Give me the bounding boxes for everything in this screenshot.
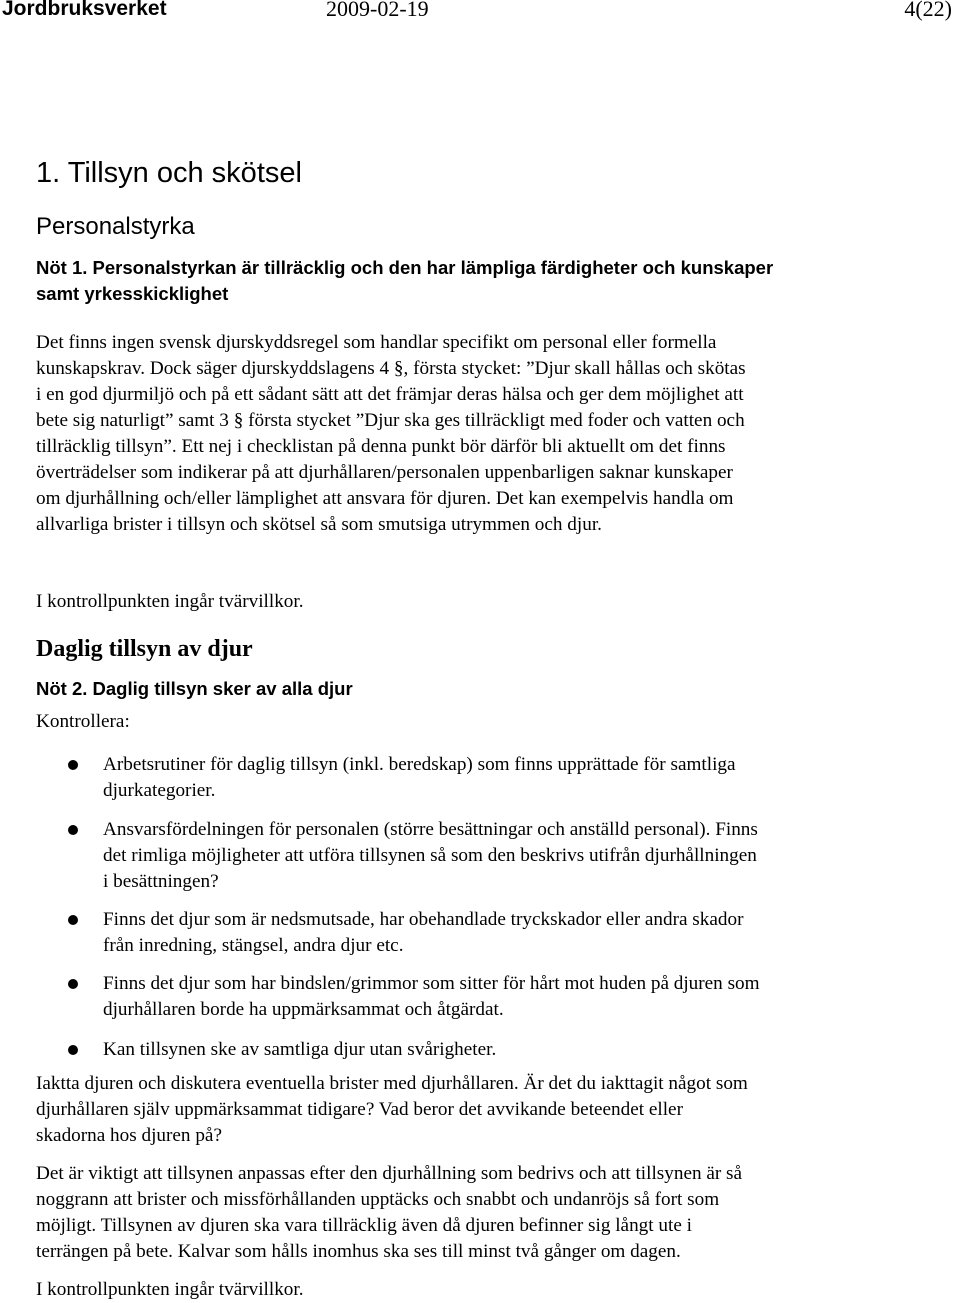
header-page-number: 4(22) (904, 0, 952, 21)
subsection-title-daglig-tillsyn: Daglig tillsyn av djur (36, 636, 253, 662)
paragraph-tillsyn: Det är viktigt att tillsynen anpassas efter den djurhållning som bedrivs och att tillsynen är så noggrann att brister och missförhållanden upptäcks och snabbt och undanröjs så fort som möjligt. Tillsynen av djuren ska vara tillräcklig även då djuren befinner sig långt ute i terrängen på bete. Kalvar som hålls inomhus ska ses till minst två gånger om dagen. (36, 1163, 743, 1262)
bullet-icon (68, 1045, 78, 1055)
control-item-not-1 (36, 255, 936, 307)
header-organization: Jordbruksverket (2, 0, 167, 20)
paragraph-iaktta: Iaktta djuren och diskutera eventuella brister med djurhållaren. Är det du iakttagit något som djurhållaren själv uppmärksammat tidigare? Vad beror det avvikande beteendet eller skadorna hos djuren på? (36, 1073, 748, 1146)
section-title: 1. Tillsyn och skötsel (36, 157, 302, 189)
bullet-icon (68, 979, 78, 989)
paragraph-line: Det finns ingen svensk djurskyddsregel som handlar specifikt om personal eller formella (36, 332, 717, 353)
cross-compliance-note: I kontrollpunkten ingår tvärvillkor. (36, 591, 304, 612)
paragraph-line: om djurhållning och/eller lämplighet att ansvara för djuren. Det kan exempelvis handla om (36, 488, 734, 509)
control-item-line: Nöt 1. Personalstyrkan är tillräcklig och den har lämpliga färdigheter och kunskaper (36, 257, 774, 278)
list-item: Arbetsrutiner för daglig tillsyn (inkl. beredskap) som finns upprättade för samtliga djurkategorier. (103, 754, 736, 801)
paragraph-line: bete sig naturligt” samt 3 § första stycket ”Djur ska ges tillräckligt med foder och vatten och (36, 410, 745, 431)
cross-compliance-note: I kontrollpunkten ingår tvärvillkor. (36, 1279, 304, 1300)
paragraph-line: överträdelser som indikerar på att djurhållaren/personalen uppenbarligen saknar kunskaper (36, 462, 733, 483)
paragraph-line: tillräcklig tillsyn”. Ett nej i checklistan på denna punkt bör därför bli aktuellt om det finns (36, 436, 726, 457)
header-date: 2009-02-19 (326, 0, 429, 21)
paragraph-line: i en god djurmiljö och på ett sådant sätt att det främjar deras hälsa och ger dem möjlighet att (36, 384, 744, 405)
list-item: Finns det djur som är nedsmutsade, har obehandlade tryckskador eller andra skador från inredning, stängsel, andra djur etc. (103, 909, 744, 956)
paragraph-line: allvarliga brister i tillsyn och skötsel så som smutsiga utrymmen och djur. (36, 514, 602, 535)
control-item-line: samt yrkesskicklighet (36, 283, 229, 304)
paragraph-line: kunskapskrav. Dock säger djurskyddslagens 4 §, första stycket: ”Djur skall hållas och skötas (36, 358, 746, 379)
check-label: Kontrollera: (36, 711, 130, 732)
control-item-not-2: Nöt 2. Daglig tillsyn sker av alla djur (36, 678, 353, 699)
list-item: Ansvarsfördelningen för personalen (större besättningar och anställd personal). Finns det rimliga möjligheter att utföra tillsynen så som den beskrivs utifrån djurhållningen i besättningen? (103, 819, 758, 892)
paragraph-personalstyrka (36, 330, 936, 538)
bullet-icon (68, 915, 78, 925)
bullet-icon (68, 825, 78, 835)
list-item: Finns det djur som har bindslen/grimmor som sitter för hårt mot huden på djuren som djurhållaren borde ha uppmärksammat och åtgärdat. (103, 973, 760, 1020)
subsection-title-personalstyrka: Personalstyrka (36, 213, 195, 240)
list-item: Kan tillsynen ske av samtliga djur utan svårigheter. (103, 1039, 497, 1060)
bullet-icon (68, 760, 78, 770)
